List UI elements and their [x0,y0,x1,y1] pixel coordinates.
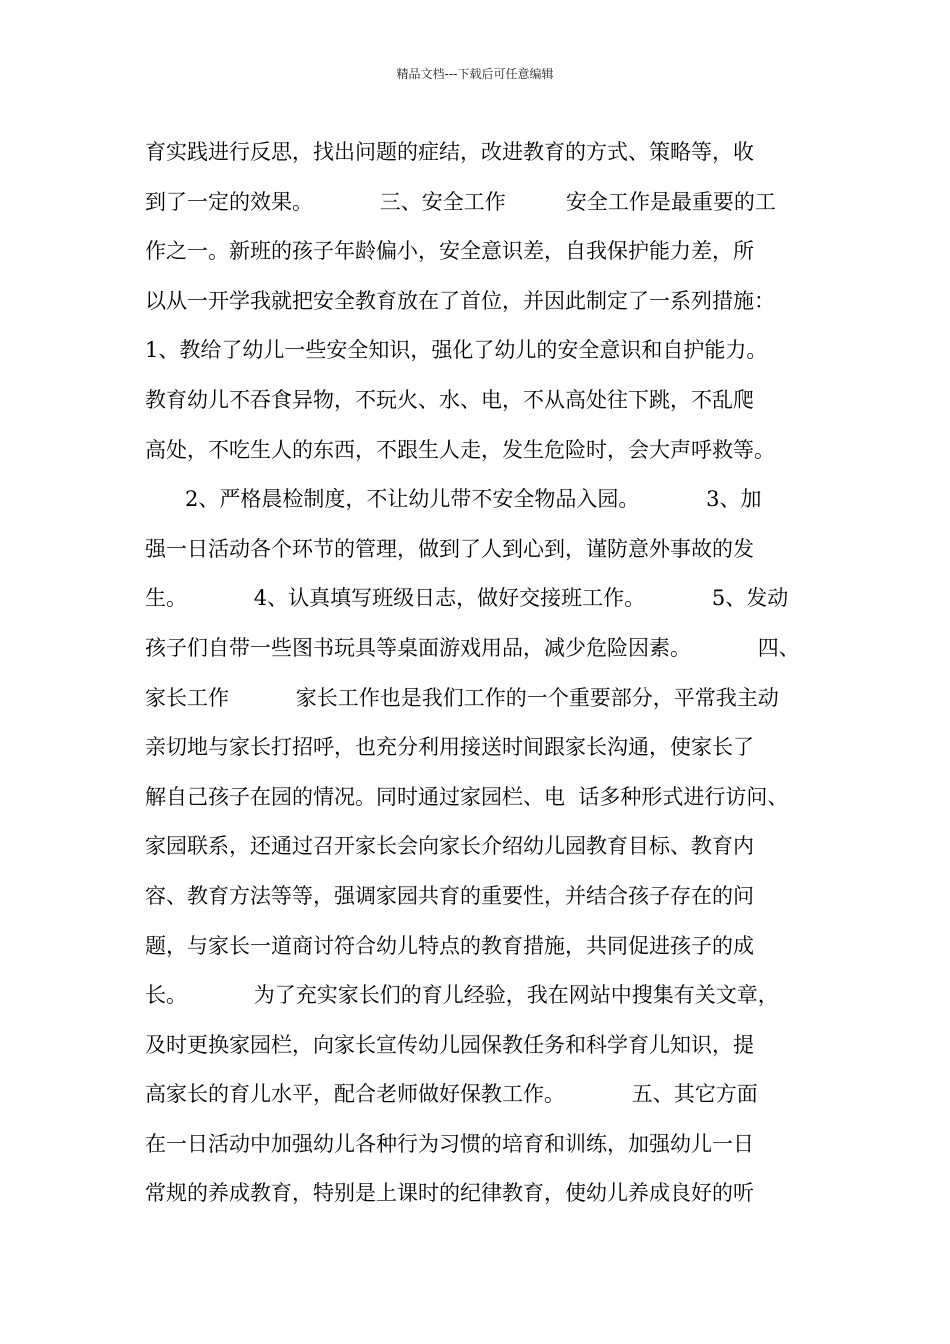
text-line: 作之一。新班的孩子年龄偏小，安全意识差，自我保护能力差，所 [145,239,754,264]
text-line: 育实践进行反思，找出问题的症结，改进教育的方式、策略等，收 [145,140,754,164]
text-line: 及时更换家园栏，向家长宣传幼儿园保教任务和科学育儿知识，提 [145,1032,754,1057]
text-line: 以从一开学我就把安全教育放在了首位，并因此制定了一系列措施： [145,288,775,313]
text-line: 容、教育方法等等，强调家园共育的重要性，并结合孩子存在的问 [145,883,754,908]
text-line: 题，与家长一道商讨符合幼儿特点的教育措施，共同促进孩子的成 [145,933,754,958]
text-line: 1、教给了幼儿一些安全知识，强化了幼儿的安全意识和自护能力。 [145,338,768,363]
text-line: 到了一定的效果。 三、安全工作 安全工作是最重要的工 [145,189,776,214]
text-line: 解自己孩子在园的情况。同时通过家园栏、电 话多种形式进行访问、 [145,784,789,809]
page-header: 精品文档---下载后可任意编辑 [396,67,554,81]
text-line: 家园联系，还通过召开家长会向家长介绍幼儿园教育目标、教育内 [145,834,754,859]
text-line: 2、严格晨检制度，不让幼儿带不安全物品入园。 3、加 [145,487,762,512]
text-line: 孩子们自带一些图书玩具等桌面游戏用品，减少危险因素。 四、 [145,635,800,660]
text-line: 生。 4、认真填写班级日志，做好交接班工作。 5、发动 [145,586,789,611]
text-line: 家长工作 家长工作也是我们工作的一个重要部分，平常我主动 [145,685,779,710]
text-line: 高家长的育儿水平，配合老师做好保教工作。 五、其它方面 [145,1082,758,1107]
document-body [145,131,825,1222]
text-line: 亲切地与家长打招呼，也充分利用接送时间跟家长沟通，使家长了 [145,735,754,760]
text-line: 常规的养成教育，特别是上课时的纪律教育，使幼儿养成良好的听 [145,1181,754,1206]
text-line: 长。 为了充实家长们的育儿经验，我在网站中搜集有关文章， [145,983,779,1008]
text-line: 强一日活动各个环节的管理，做到了人到心到，谨防意外事故的发 [145,536,754,561]
text-line: 在一日活动中加强幼儿各种行为习惯的培育和训练，加强幼儿一日 [145,1131,754,1156]
text-line: 高处，不吃生人的东西，不跟生人走，发生危险时，会大声呼救等。 [145,437,775,462]
text-line: 教育幼儿不吞食异物，不玩火、水、电，不从高处往下跳，不乱爬 [145,387,754,412]
